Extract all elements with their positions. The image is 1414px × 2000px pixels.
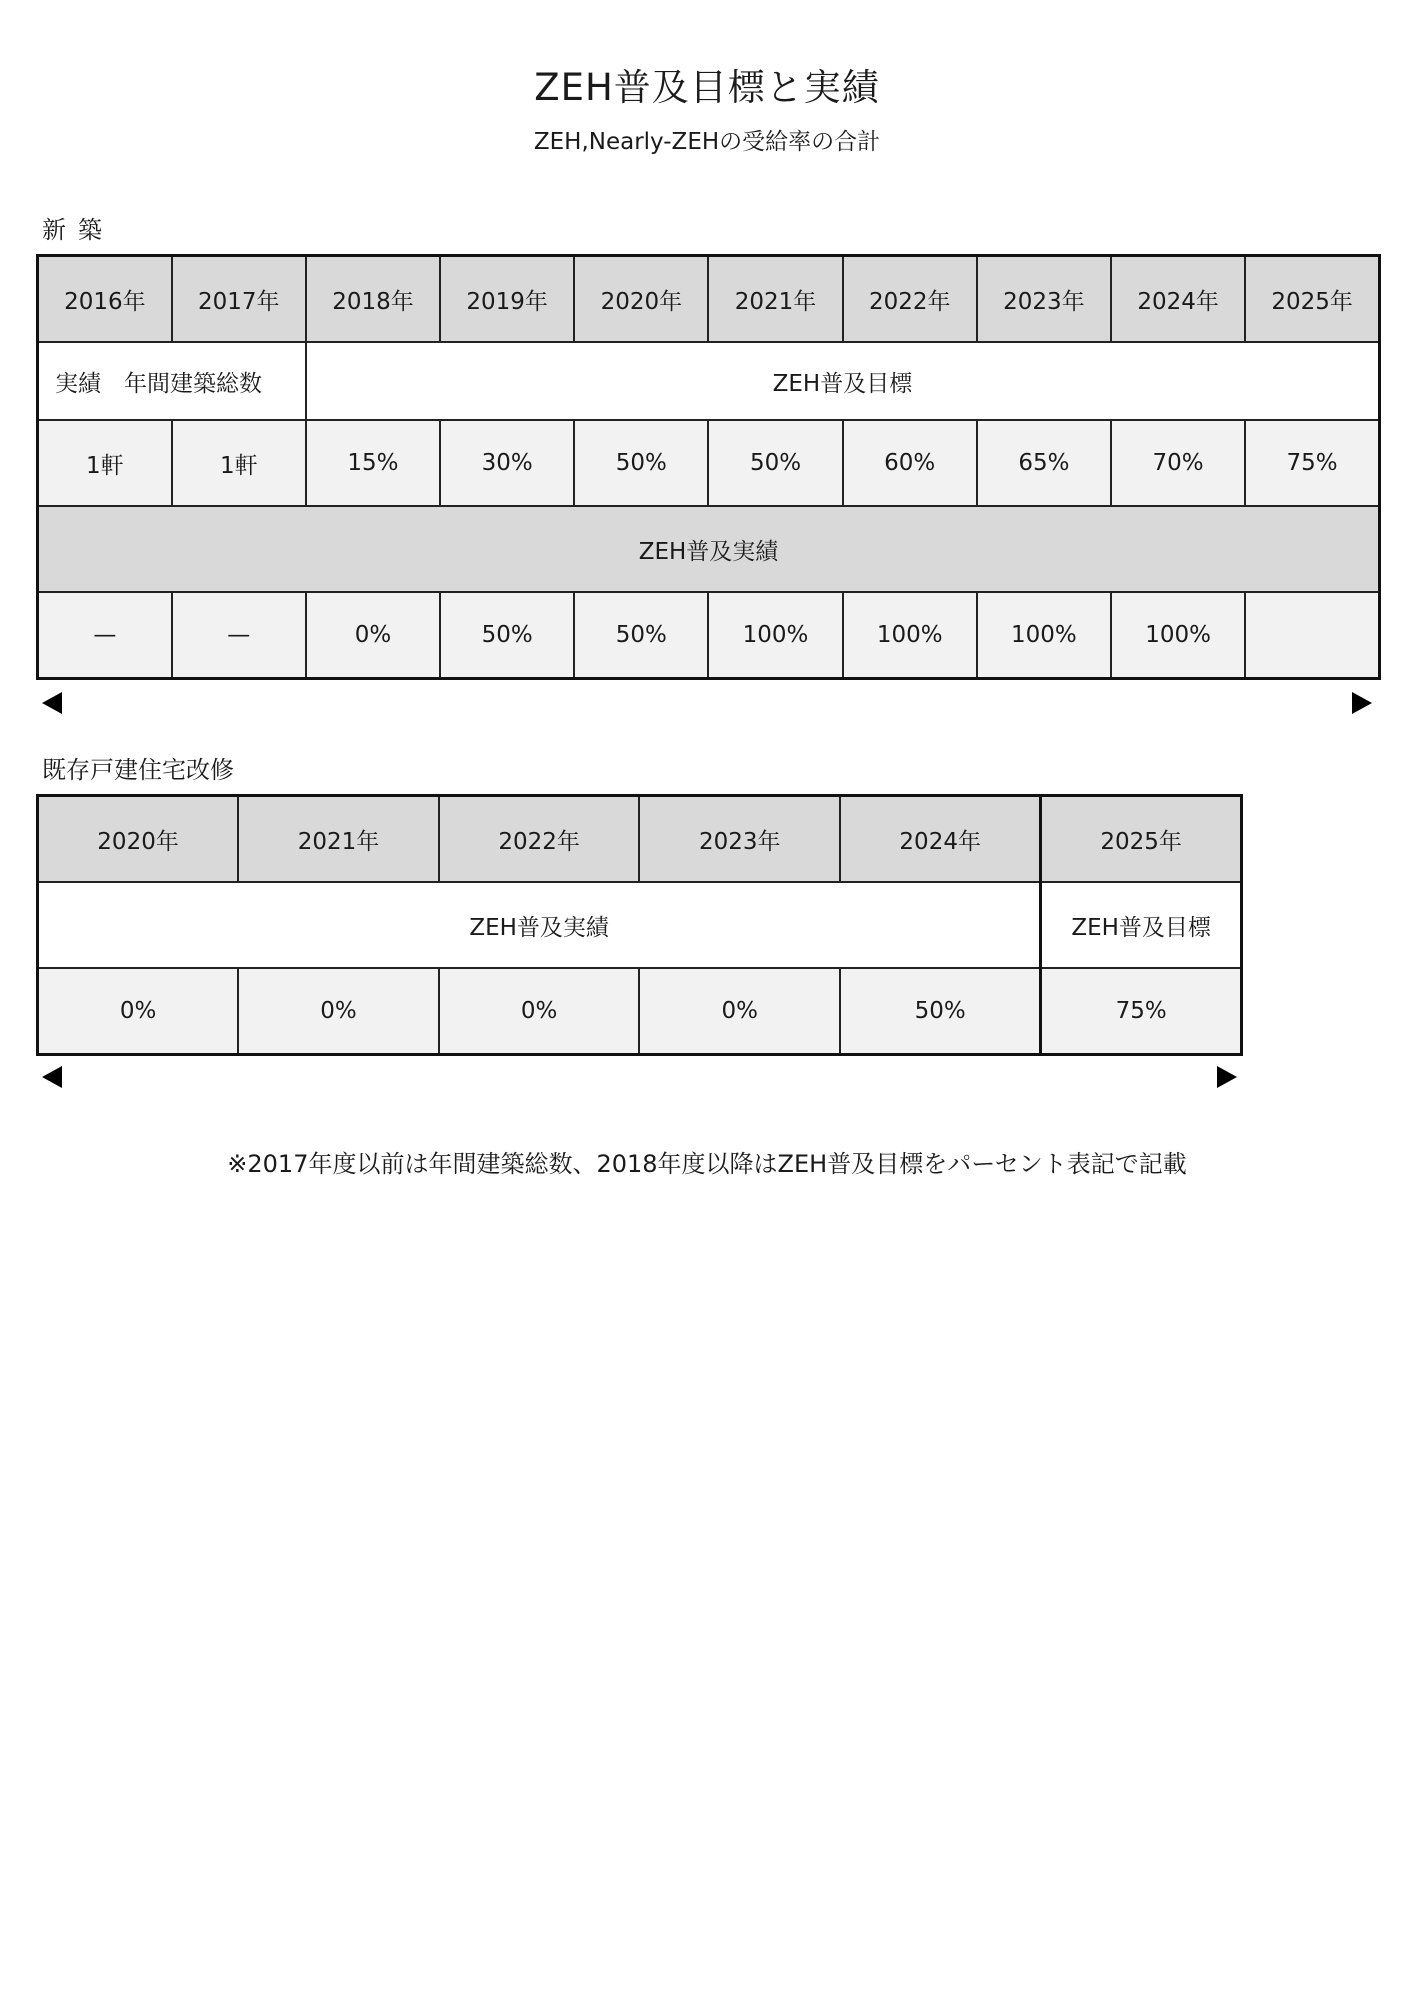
target-cell: 60% [843,420,977,506]
value-cell: 0% [439,968,640,1055]
arrow-right-icon [1217,1066,1237,1088]
year-cell: 2016年 [38,256,172,343]
target-label: ZEH普及目標 [1041,882,1242,968]
new-build-table [36,254,1381,680]
year-cell: 2020年 [38,796,239,883]
year-header-row [38,256,1380,343]
section-label-existing-renovation: 既存戸建住宅改修 [42,756,234,784]
label-row [38,882,1242,968]
year-cell: 2022年 [439,796,640,883]
target-cell: 50% [574,420,708,506]
target-cell: 1軒 [38,420,172,506]
results-label-row [38,506,1380,592]
results-label: ZEH普及実績 [38,882,1041,968]
values-row [38,968,1242,1055]
year-cell: 2025年 [1245,256,1379,343]
year-cell: 2020年 [574,256,708,343]
target-cell: 30% [440,420,574,506]
value-cell: 75% [1041,968,1242,1055]
result-cell [1245,592,1379,679]
target-cell: 50% [708,420,842,506]
target-cell: 1軒 [172,420,306,506]
label-row [38,342,1380,420]
actual-total-label: 実績 年間建築総数 [38,342,306,420]
year-cell: 2021年 [708,256,842,343]
result-cell: 50% [440,592,574,679]
result-cell: 0% [306,592,440,679]
year-cell: 2021年 [238,796,439,883]
result-cell: 100% [977,592,1111,679]
year-cell: 2022年 [843,256,977,343]
arrow-left-icon [42,1066,62,1088]
arrow-right-icon [1352,692,1372,714]
result-cell: 100% [1111,592,1245,679]
result-cell: — [38,592,172,679]
year-cell: 2025年 [1041,796,1242,883]
value-cell: 50% [840,968,1041,1055]
year-cell: 2018年 [306,256,440,343]
existing-renovation-table [36,794,1243,1056]
year-cell: 2023年 [977,256,1111,343]
year-cell: 2019年 [440,256,574,343]
footnote: ※2017年度以前は年間建築総数、2018年度以降はZEH普及目標をパーセント表記で記載 [227,1150,1187,1178]
section-label-new-build: 新築 [42,216,114,244]
value-cell: 0% [38,968,239,1055]
results-row [38,592,1380,679]
year-cell: 2024年 [1111,256,1245,343]
target-cell: 15% [306,420,440,506]
target-row [38,420,1380,506]
year-cell: 2023年 [639,796,840,883]
page-title: ZEH普及目標と実績 [534,66,880,109]
target-cell: 75% [1245,420,1379,506]
year-cell: 2024年 [840,796,1041,883]
value-cell: 0% [639,968,840,1055]
result-cell: 100% [843,592,977,679]
year-header-row [38,796,1242,883]
result-cell: 100% [708,592,842,679]
page-subtitle: ZEH,Nearly-ZEHの受給率の合計 [533,129,881,155]
target-label: ZEH普及目標 [306,342,1380,420]
target-cell: 65% [977,420,1111,506]
target-cell: 70% [1111,420,1245,506]
result-cell: 50% [574,592,708,679]
results-label: ZEH普及実績 [38,506,1380,592]
year-cell: 2017年 [172,256,306,343]
arrow-left-icon [42,692,62,714]
result-cell: — [172,592,306,679]
value-cell: 0% [238,968,439,1055]
